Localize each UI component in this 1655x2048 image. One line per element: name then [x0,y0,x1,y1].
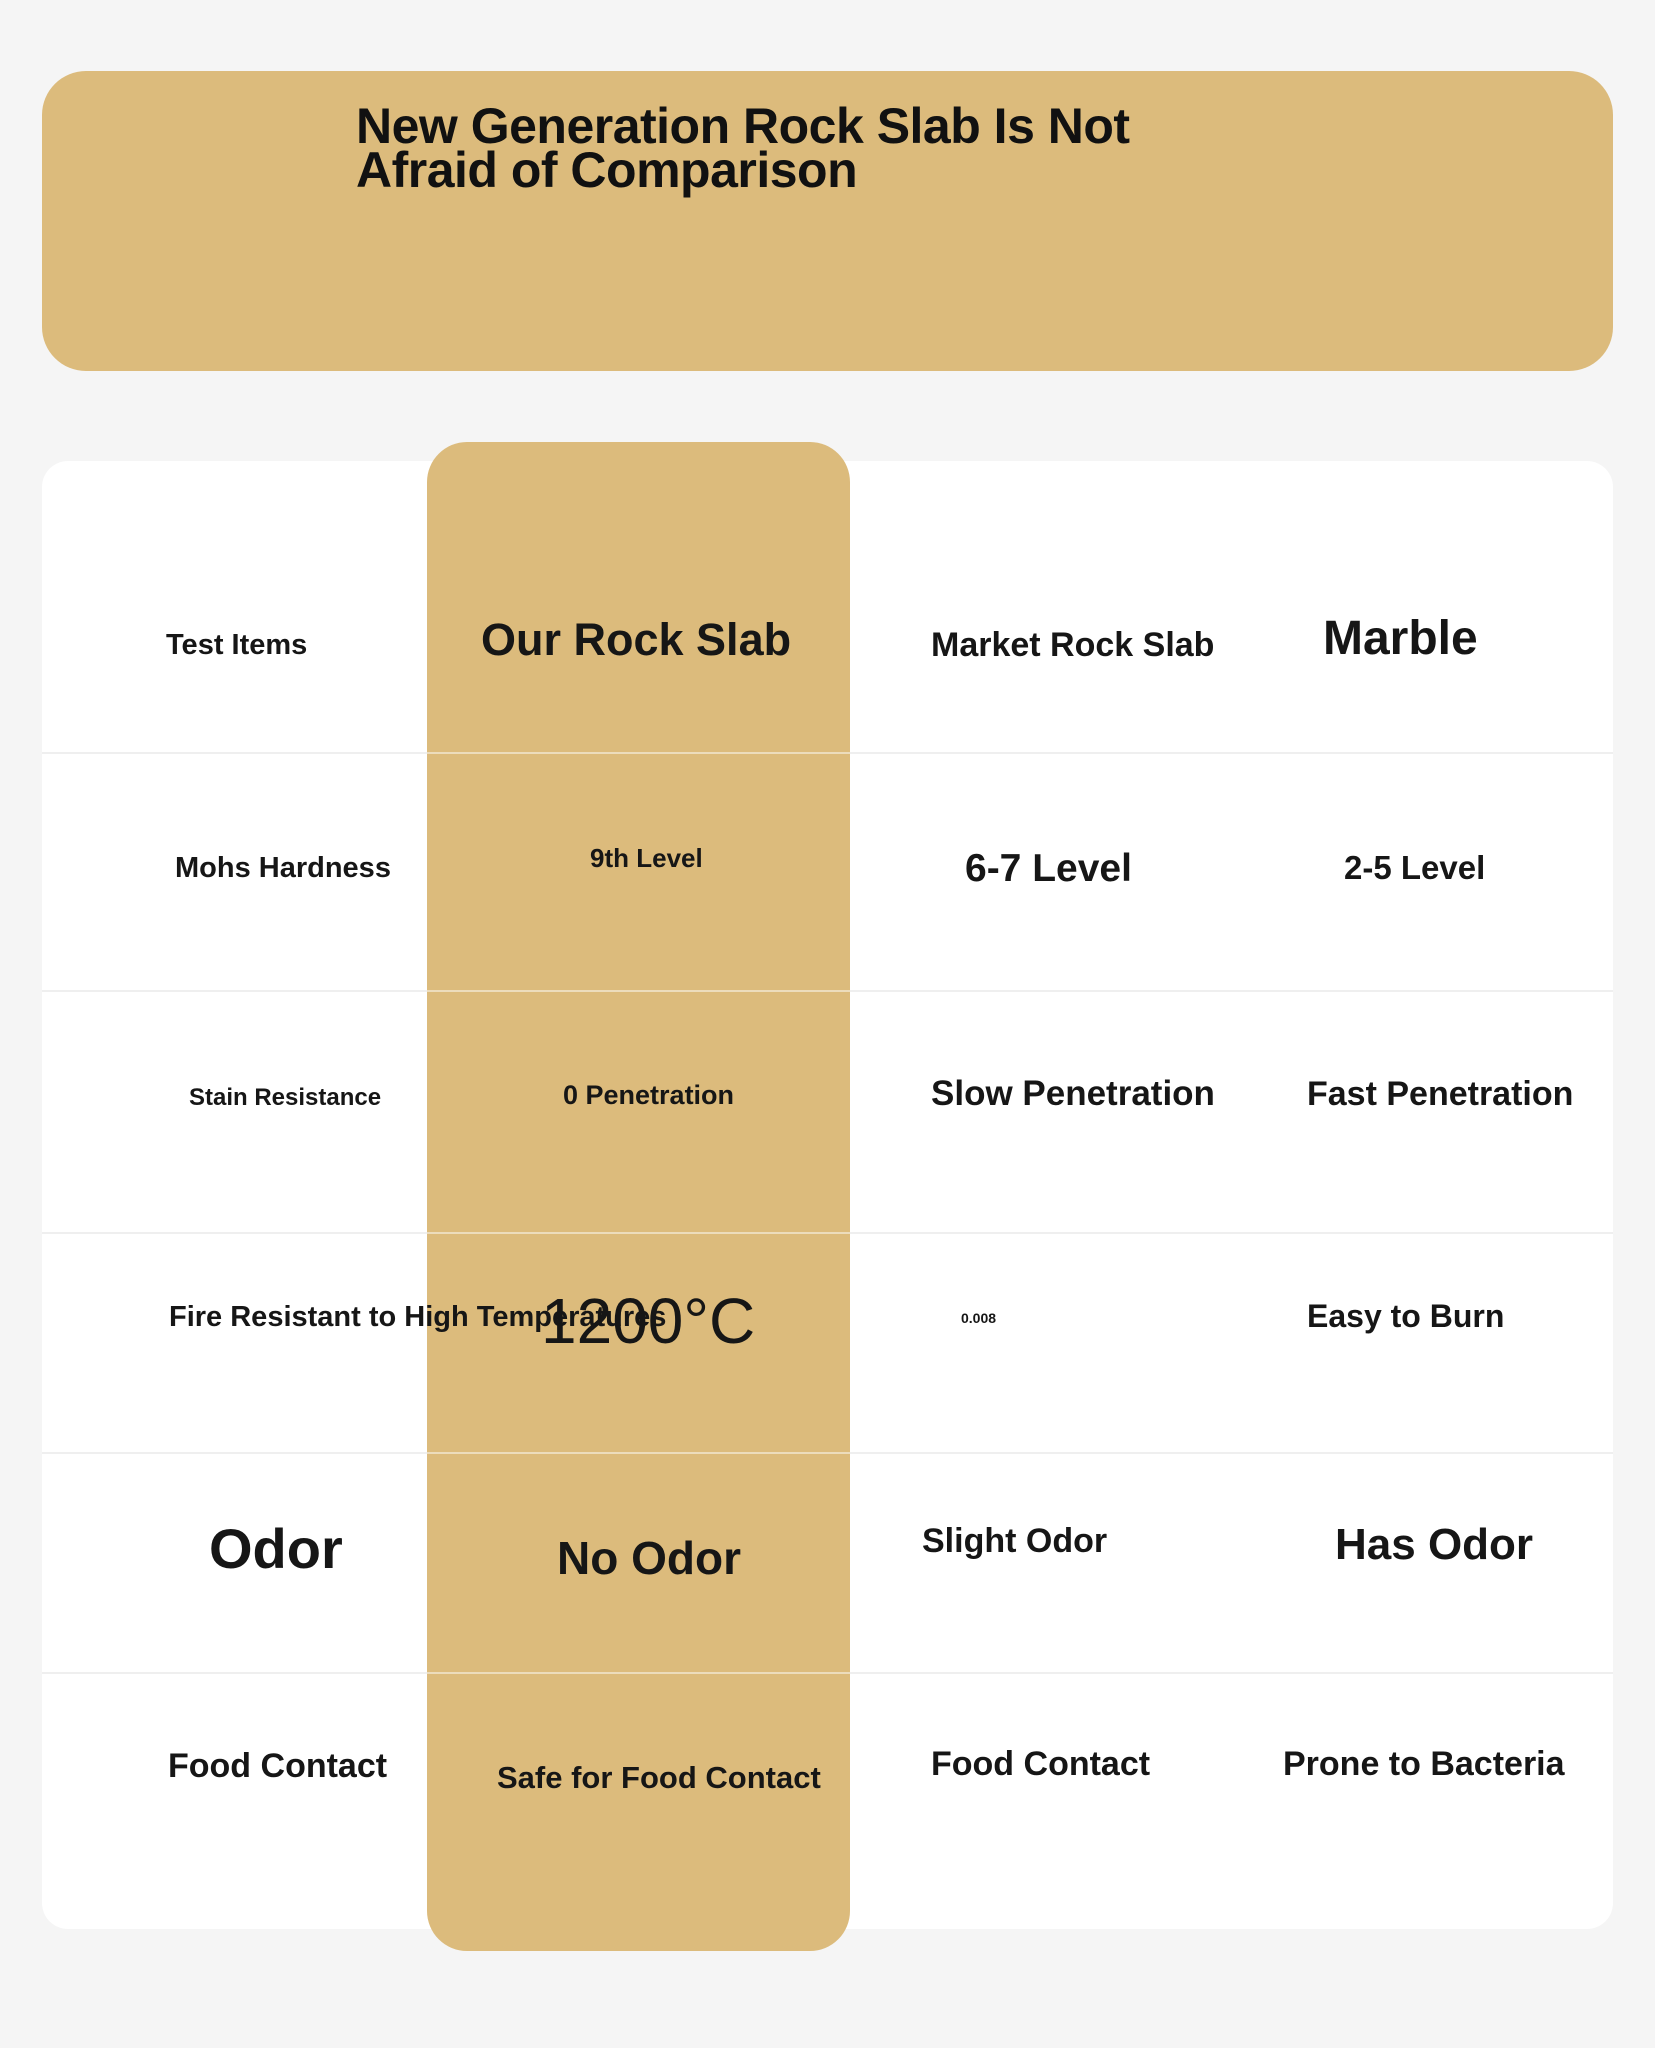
row-5-market-value: Food Contact [931,1745,1151,1783]
header-test-items: Test Items [166,629,308,661]
row-4-item: Odor [209,1517,343,1580]
header-marble: Marble [1323,612,1478,665]
row-5-marble-value: Prone to Bacteria [1283,1745,1565,1783]
row-1-market-value: 6-7 Level [965,847,1132,890]
header-our-rock-slab: Our Rock Slab [481,614,792,665]
header-market-rock-slab: Market Rock Slab [931,626,1215,664]
page-title [356,98,1256,198]
row-5-item: Food Contact [168,1747,388,1785]
row-1-item: Mohs Hardness [175,852,391,884]
page-title-line-1: New Generation Rock Slab Is Not [356,98,1130,154]
row-4-market-value: Slight Odor [922,1522,1108,1560]
highlight-divider [427,1452,850,1454]
row-2-our-value: 0 Penetration [563,1080,735,1110]
page-title-line-2: Afraid of Comparison [356,142,858,198]
row-4-our-value: No Odor [557,1532,741,1584]
row-1-marble-value: 2-5 Level [1344,849,1486,886]
row-4-marble-value: Has Odor [1335,1520,1534,1569]
row-3-our-value: 1200°C [541,1285,756,1357]
highlight-divider [427,990,850,992]
row-2-market-value: Slow Penetration [931,1074,1215,1113]
highlight-divider [427,1672,850,1674]
row-3-item: Fire Resistant to High Temperatures [169,1301,667,1333]
highlight-divider [427,1232,850,1234]
row-1-our-value: 9th Level [590,843,703,873]
row-2-item: Stain Resistance [189,1084,382,1111]
row-3-market-value: 0.008 [961,1310,997,1326]
highlight-divider [427,752,850,754]
row-3-marble-value: Easy to Burn [1307,1298,1505,1334]
row-2-marble-value: Fast Penetration [1307,1075,1574,1113]
our-rock-slab-highlight-column [427,442,850,1951]
row-5-our-value: Safe for Food Contact [497,1760,821,1795]
